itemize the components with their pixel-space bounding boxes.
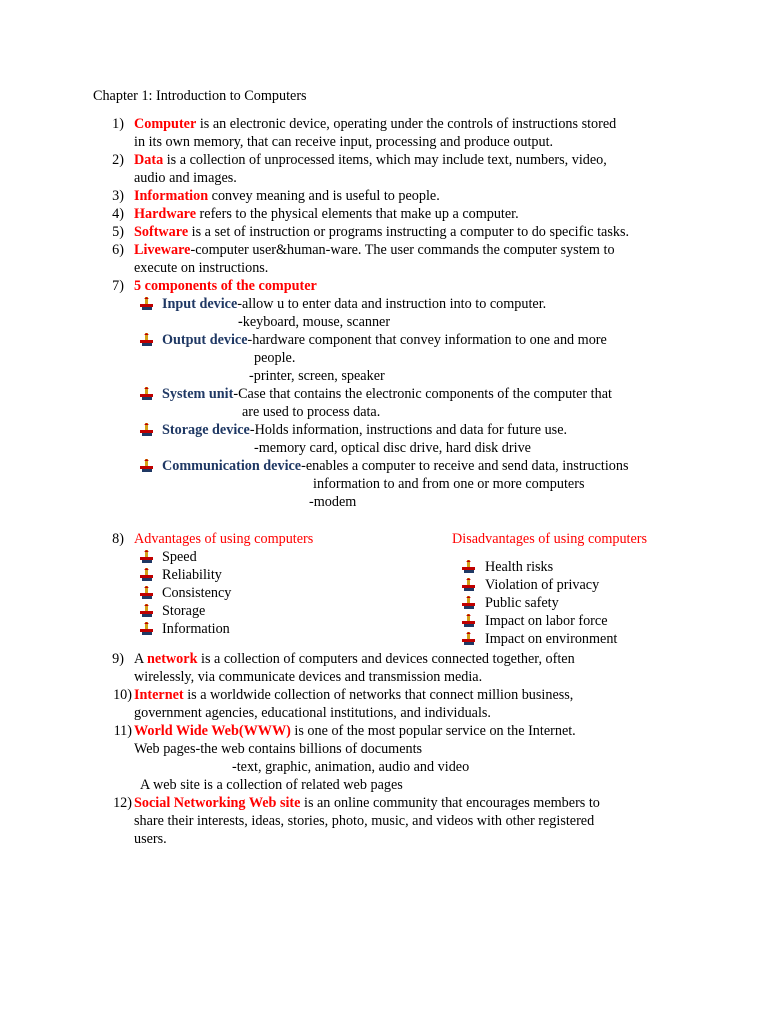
hand-pointing-arrow-icon — [462, 578, 476, 592]
item-number: 11) — [113, 723, 132, 739]
component-example-text: keyboard, mouse, scanner — [242, 314, 391, 330]
component-text: -hardware component that convey information to one and more — [247, 332, 607, 348]
component-term: Output device — [162, 332, 248, 348]
item-3 — [134, 187, 440, 205]
component-examples — [238, 313, 390, 331]
component-text: people. — [254, 350, 296, 366]
disadvantage-item: Health risks — [485, 559, 554, 575]
hand-pointing-arrow-icon — [140, 586, 154, 600]
component-text: -Case that contains the electronic components of the computer that — [233, 386, 612, 402]
disadvantage-item: Violation of privacy — [485, 577, 600, 593]
item-text: is a collection of unprocessed items, which may include text, numbers, video, — [163, 152, 607, 168]
component-term: Storage device — [162, 422, 250, 438]
component-term: Input device — [162, 296, 238, 312]
item-number: 12) — [113, 795, 132, 811]
advantage-item: Consistency — [162, 585, 232, 601]
term-network: network — [147, 651, 198, 667]
item-number: 7) — [112, 278, 124, 294]
component-term: System unit — [162, 386, 234, 402]
item-text: execute on instructions. — [134, 260, 269, 276]
component-text: -enables a computer to receive and send data, instructions — [301, 458, 629, 474]
component-term: Communication device — [162, 458, 302, 474]
item-text: A — [134, 651, 148, 667]
advantages-title: Advantages of using computers — [134, 531, 314, 547]
item-text: is a worldwide collection of networks that connect million business, — [183, 687, 574, 703]
component-input — [162, 295, 546, 313]
component-text: -allow u to enter data and instruction into to computer. — [237, 296, 547, 312]
advantage-item: Storage — [162, 603, 206, 619]
item-text: -computer user&human-ware. The user commands the computer system to — [190, 242, 615, 258]
term-components: 5 components of the computer — [134, 278, 317, 294]
hand-pointing-arrow-icon — [462, 560, 476, 574]
term-data: Data — [134, 152, 164, 168]
item-number: 3) — [112, 188, 124, 204]
hand-pointing-arrow-icon — [140, 604, 154, 618]
component-examples: -modem — [309, 494, 357, 510]
item-text: audio and images. — [134, 170, 237, 186]
item-2 — [134, 151, 607, 169]
item-text: is one of the most popular service on the Internet. — [290, 723, 576, 739]
component-storage — [162, 421, 567, 439]
item-text: A web site is a collection of related web pages — [140, 777, 403, 793]
hand-pointing-arrow-icon — [140, 387, 154, 401]
item-text: convey meaning and is useful to people. — [208, 188, 440, 204]
item-text: users. — [134, 831, 167, 847]
disadvantage-item: Impact on labor force — [485, 613, 608, 629]
item-text: -text, graphic, animation, audio and video — [232, 759, 470, 775]
item-text: is an electronic device, operating under the controls of instructions stored — [196, 116, 617, 132]
component-output — [162, 331, 607, 349]
term-internet: Internet — [134, 687, 184, 703]
hand-pointing-arrow-icon — [140, 622, 154, 636]
hand-pointing-arrow-icon — [462, 632, 476, 646]
item-text: is an online community that encourages members to — [300, 795, 600, 811]
hand-pointing-arrow-icon — [462, 596, 476, 610]
term-hardware: Hardware — [134, 206, 196, 222]
disadvantage-item: Impact on environment — [485, 631, 618, 647]
component-examples: -memory card, optical disc drive, hard disk drive — [254, 440, 531, 456]
item-10 — [134, 686, 573, 704]
item-4 — [134, 205, 519, 223]
component-examples: -printer, screen, speaker — [249, 368, 385, 384]
hand-pointing-arrow-icon — [140, 423, 154, 437]
hand-pointing-arrow-icon — [140, 550, 154, 564]
item-11 — [134, 722, 576, 740]
advantage-item: Reliability — [162, 567, 222, 583]
item-number: 8) — [112, 531, 124, 547]
component-communication — [162, 457, 628, 475]
item-1 — [134, 115, 616, 133]
item-text: is a collection of computers and devices connected together, often — [197, 651, 575, 667]
term-software: Software — [134, 224, 189, 240]
item-12 — [134, 794, 600, 812]
term-www: World Wide Web(WWW) — [134, 723, 291, 739]
component-text: information to and from one or more computers — [313, 476, 585, 492]
item-number: 4) — [112, 206, 124, 222]
item-number: 2) — [112, 152, 124, 168]
item-text: government agencies, educational institutions, and individuals. — [134, 705, 491, 721]
dash: - — [238, 314, 243, 330]
item-text: share their interests, ideas, stories, photo, music, and videos with other registered — [134, 813, 595, 829]
term-liveware: Liveware — [134, 242, 191, 258]
disadvantages-title: Disadvantages of using computers — [452, 531, 648, 547]
hand-pointing-arrow-icon — [140, 333, 154, 347]
item-5 — [134, 223, 629, 241]
item-number: 5) — [112, 224, 124, 240]
advantage-item: Speed — [162, 549, 197, 565]
item-text: is a set of instruction or programs instructing a computer to do specific tasks. — [188, 224, 630, 240]
item-9 — [134, 650, 575, 668]
term-information: Information — [134, 188, 209, 204]
hand-pointing-arrow-icon — [140, 459, 154, 473]
item-text: in its own memory, that can receive input, processing and produce output. — [134, 134, 554, 150]
component-system-unit — [162, 385, 612, 403]
hand-pointing-arrow-icon — [462, 614, 476, 628]
component-text: are used to process data. — [242, 404, 381, 420]
item-number: 6) — [112, 242, 124, 258]
item-number: 10) — [113, 687, 132, 703]
item-text: Web pages-the web contains billions of documents — [134, 741, 423, 757]
hand-pointing-arrow-icon — [140, 297, 154, 311]
item-text: refers to the physical elements that make up a computer. — [196, 206, 519, 222]
hand-pointing-arrow-icon — [140, 568, 154, 582]
chapter-title: Chapter 1: Introduction to Computers — [93, 88, 307, 104]
item-6 — [134, 241, 615, 259]
component-text: -Holds information, instructions and data for future use. — [249, 422, 568, 438]
term-social-networking: Social Networking Web site — [134, 795, 301, 811]
item-number: 9) — [112, 651, 124, 667]
advantage-item: Information — [162, 621, 230, 637]
item-text: wirelessly, via communicate devices and transmission media. — [134, 669, 483, 685]
term-computer: Computer — [134, 116, 197, 132]
item-number: 1) — [112, 116, 124, 132]
disadvantage-item: Public safety — [485, 595, 559, 611]
